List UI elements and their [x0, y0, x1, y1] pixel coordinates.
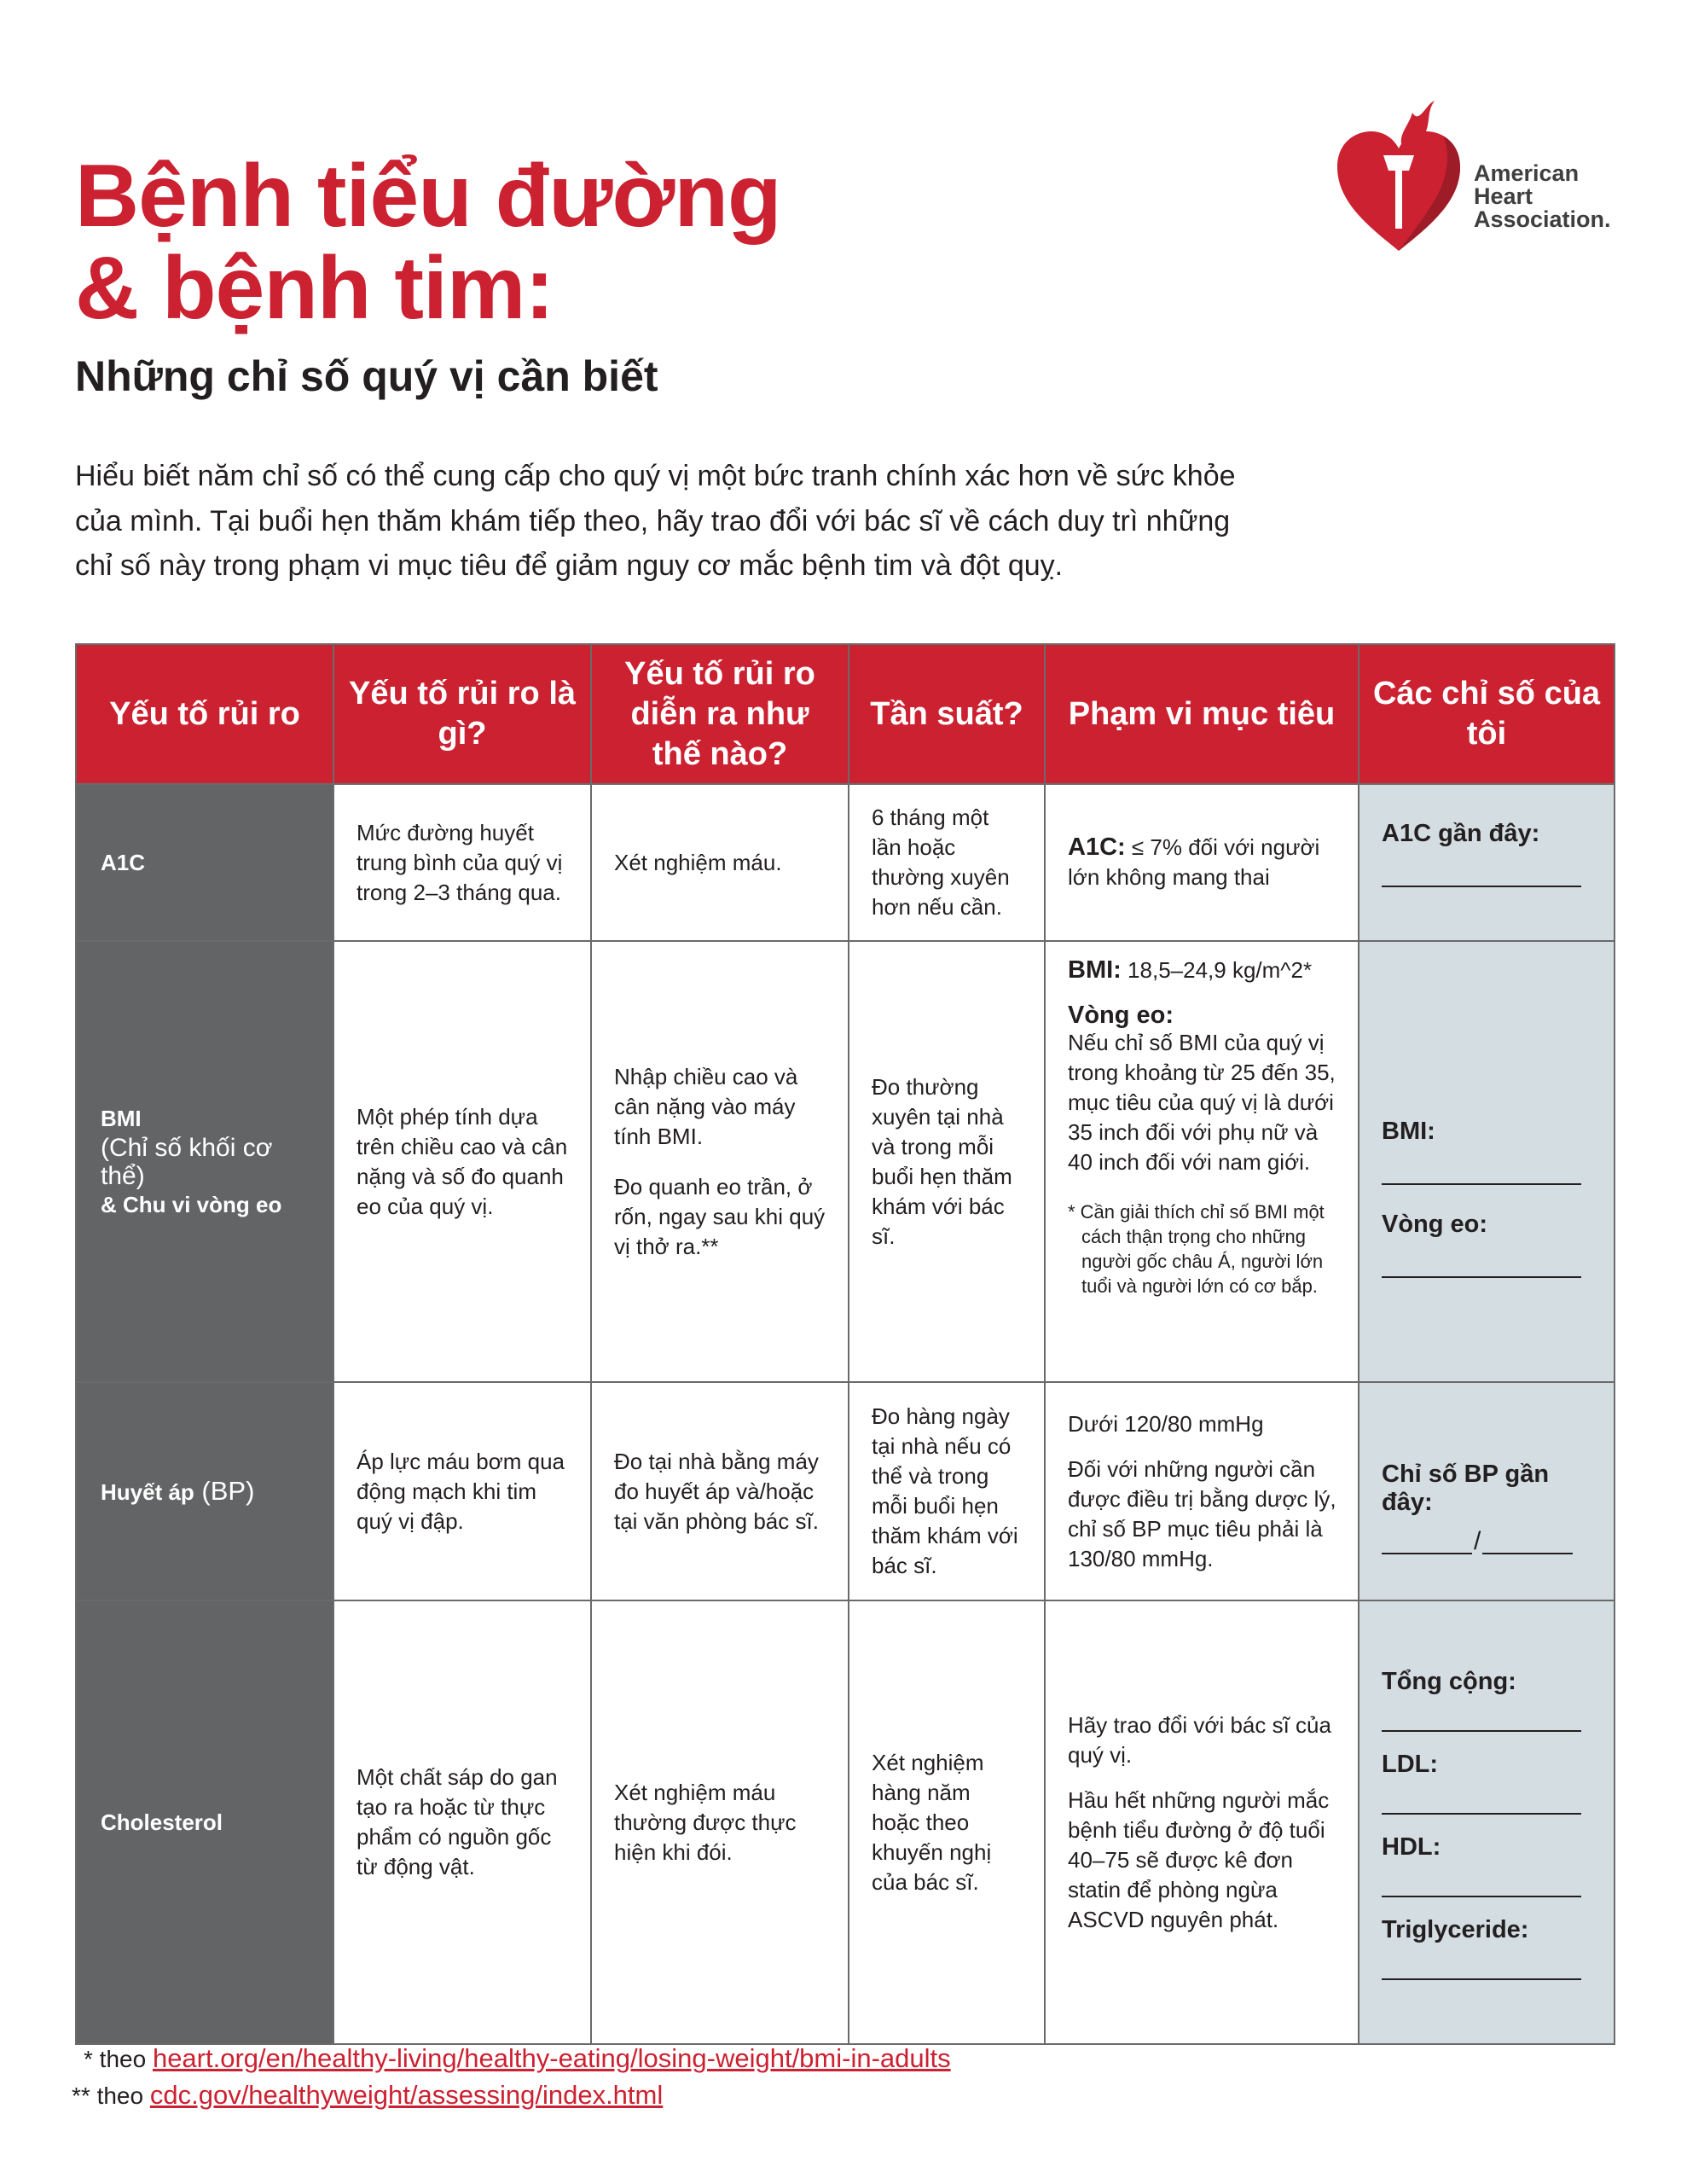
ldl-mine-label: LDL: — [1382, 1751, 1439, 1778]
footnote-1-link[interactable]: heart.org/en/healthy-living/healthy-eating/losing-weight/bmi-in-adults — [152, 2043, 951, 2073]
bp-target-2: Đối với những người cần được điều trị bằng dược lý, chỉ số BP mục tiêu phải là 130/80 mmHg. — [1068, 1455, 1336, 1571]
bp-mine — [1359, 1382, 1615, 1600]
bmi-entry-line[interactable] — [1382, 1146, 1581, 1185]
bmi-target-note: * Cần giải thích chỉ số BMI một cách thận trọng cho những người gốc châu Á, người lớn tuổi và người lớn có cơ bắp. — [1068, 1201, 1325, 1297]
total-entry-line[interactable] — [1382, 1696, 1581, 1732]
header-what-is-it: Yếu tố rủi ro là gì? — [333, 644, 591, 784]
footnote-1-prefix: * theo — [84, 2046, 153, 2072]
chol-what: Một chất sáp do gan tạo ra hoặc từ thực phẩm có nguồn gốc từ động vật. — [333, 1600, 591, 2044]
waist-target-label: Vòng eo: — [1068, 1002, 1174, 1029]
footnote-2-link[interactable]: cdc.gov/healthyweight/assessing/index.html — [149, 2080, 664, 2110]
bp-what: Áp lực máu bơm qua động mạch khi tim quý vị đập. — [333, 1382, 591, 1600]
waist-entry-line[interactable] — [1382, 1239, 1581, 1278]
factor-bmi — [76, 941, 333, 1382]
a1c-mine — [1359, 784, 1615, 941]
logo-line-3: Association. — [1474, 206, 1611, 232]
a1c-mine-label: A1C gần đây: — [1382, 819, 1540, 847]
total-mine-label: Tổng cộng: — [1382, 1668, 1516, 1695]
bmi-target-label: BMI: — [1068, 956, 1122, 984]
logo-line-2: Heart — [1474, 183, 1533, 209]
table-row-bp — [76, 1382, 1615, 1600]
a1c-target-label: A1C: — [1068, 834, 1126, 861]
bmi-mine-label: BMI: — [1382, 1117, 1435, 1145]
logo-wordmark — [1474, 162, 1644, 231]
title-line-1: Bệnh tiểu đường — [75, 147, 781, 246]
factor-bp — [76, 1382, 333, 1600]
factor-waist-label: & Chu vi vòng eo — [101, 1191, 282, 1217]
title-line-2: & bệnh tim: — [75, 239, 554, 338]
a1c-entry-line[interactable] — [1382, 848, 1581, 887]
ldl-entry-line[interactable] — [1382, 1779, 1581, 1815]
logo-line-1: American — [1474, 160, 1580, 186]
table-header-row — [76, 644, 1615, 784]
footnote-1 — [72, 2041, 951, 2077]
table-row-cholesterol — [76, 1600, 1615, 2044]
page-subtitle: Những chỉ số quý vị cần biết — [75, 352, 658, 400]
bmi-what: Một phép tính dựa trên chiều cao và cân nặng và số đo quanh eo của quý vị. — [333, 941, 591, 1382]
header-target-range: Phạm vi mục tiêu — [1045, 644, 1359, 784]
intro-paragraph: Hiểu biết năm chỉ số có thể cung cấp cho quý vị một bức tranh chính xác hơn về sức khỏe của mình. Tại buổi hẹn thăm khám tiếp theo, hãy trao đổi với bác sĩ về cách duy trì những chỉ số này trong phạm vi mục tiêu để giảm nguy cơ mắc bệnh tim và đột quỵ. — [75, 460, 1236, 582]
factor-bmi-label: BMI — [101, 1105, 142, 1131]
header-frequency: Tần suất? — [849, 644, 1045, 784]
bp-systolic-line[interactable] — [1382, 1519, 1472, 1554]
chol-target-2: Hầu hết những người mắc bệnh tiểu đường ở độ tuổi 40–75 sẽ được kê đơn statin để phòng ngừa ASCVD nguyên phát. — [1068, 1786, 1330, 1932]
table-row-a1c — [76, 784, 1615, 941]
bp-diastolic-line[interactable] — [1482, 1519, 1573, 1554]
bmi-how-2: Đo quanh eo trần, ở rốn, ngay sau khi quý vị thở ra.** — [614, 1173, 826, 1259]
risk-factor-table — [75, 643, 1615, 2045]
chol-mine — [1359, 1600, 1615, 2044]
factor-bmi-sub: (Chỉ số khối cơ thể) — [101, 1133, 273, 1190]
a1c-target — [1045, 784, 1359, 941]
bp-frequency: Đo hàng ngày tại nhà nếu có thể và trong mỗi buổi hẹn thăm khám với bác sĩ. — [849, 1382, 1045, 1600]
bp-target-1: Dưới 120/80 mmHg — [1068, 1410, 1264, 1437]
header-my-numbers: Các chỉ số của tôi — [1359, 644, 1615, 784]
table-row-bmi — [76, 941, 1615, 1382]
footnote-2 — [72, 2077, 951, 2114]
chol-target — [1045, 1600, 1359, 2044]
aha-logo — [1330, 101, 1638, 254]
waist-mine-label: Vòng eo: — [1382, 1210, 1488, 1238]
factor-bp-label: Huyết áp — [101, 1478, 194, 1505]
a1c-target-text: ≤ 7% đối với người lớn không mang thai — [1068, 834, 1320, 890]
bmi-frequency: Đo thường xuyên tại nhà và trong mỗi buổi hẹn thăm khám với bác sĩ. — [849, 941, 1045, 1382]
a1c-what: Mức đường huyết trung bình của quý vị trong 2–3 tháng qua. — [333, 784, 591, 941]
triglyceride-entry-line[interactable] — [1382, 1944, 1581, 1980]
chol-how: Xét nghiệm máu thường được thực hiện khi đói. — [591, 1600, 849, 2044]
triglyceride-mine-label: Triglyceride: — [1382, 1916, 1529, 1943]
a1c-frequency: 6 tháng một lần hoặc thường xuyên hơn nếu cần. — [849, 784, 1045, 941]
hdl-entry-line[interactable] — [1382, 1862, 1581, 1897]
header-how-measured: Yếu tố rủi ro diễn ra như thế nào? — [591, 644, 849, 784]
factor-bp-abbr: (BP) — [194, 1475, 255, 1506]
bp-slash: / — [1474, 1527, 1481, 1555]
footnote-2-prefix: ** theo — [72, 2082, 150, 2109]
header-risk-factor: Yếu tố rủi ro — [76, 644, 333, 784]
page-title — [75, 147, 781, 338]
bmi-mine — [1359, 941, 1615, 1382]
a1c-how: Xét nghiệm máu. — [591, 784, 849, 941]
waist-target-text: Nếu chỉ số BMI của quý vị trong khoảng từ 25 đến 35, mục tiêu của quý vị là dưới 35 inch đối với phụ nữ và 40 inch đối với nam giới. — [1068, 1030, 1336, 1175]
chol-frequency: Xét nghiệm hàng năm hoặc theo khuyến nghị của bác sĩ. — [849, 1600, 1045, 2044]
footnotes — [72, 2041, 951, 2114]
bp-mine-label: Chỉ số BP gần đây: — [1382, 1461, 1550, 1516]
factor-a1c: A1C — [76, 784, 333, 941]
hdl-mine-label: HDL: — [1382, 1833, 1441, 1861]
factor-cholesterol: Cholesterol — [76, 1600, 333, 2044]
bmi-target-value: 18,5–24,9 kg/m^2* — [1121, 957, 1313, 983]
heart-torch-icon — [1330, 101, 1467, 254]
bp-how: Đo tại nhà bằng máy đo huyết áp và/hoặc tại văn phòng bác sĩ. — [591, 1382, 849, 1600]
bmi-target — [1045, 941, 1359, 1382]
chol-target-1: Hãy trao đổi với bác sĩ của quý vị. — [1068, 1711, 1331, 1768]
bmi-how-1: Nhập chiều cao và cân nặng vào máy tính BMI. — [614, 1063, 798, 1149]
bmi-how — [591, 941, 849, 1382]
bp-entry-line[interactable] — [1382, 1517, 1593, 1554]
bp-target — [1045, 1382, 1359, 1600]
